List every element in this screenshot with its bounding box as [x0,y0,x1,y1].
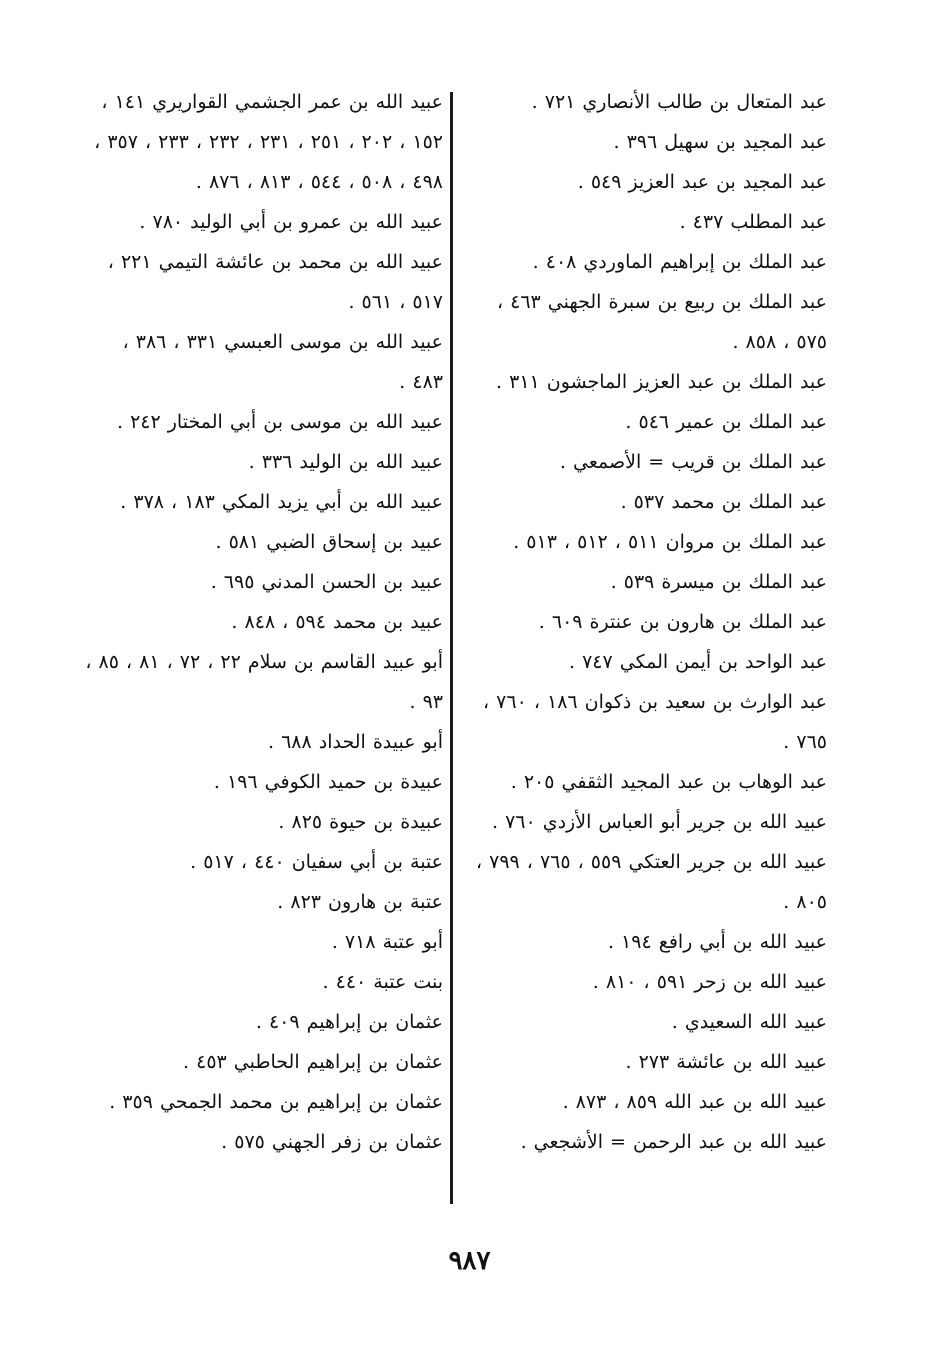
index-entry: عبد الملك بن عمير ٥٤٦ . [625,411,827,433]
index-entry: عبد الواحد بن أيمن المكي ٧٤٧ . [569,651,827,673]
index-entry: عبد الملك بن إبراهيم الماوردي ٤٠٨ . [532,251,827,273]
index-entry: عبد الملك بن قريب = الأصمعي . [559,451,827,473]
index-entry: عبد الملك بن ميسرة ٥٣٩ . [610,571,827,593]
index-entry: عبد المجيد بن سهيل ٣٩٦ . [613,131,827,153]
index-entry: عبيد الله بن جرير أبو العباس الأزدي ٧٦٠ . [491,811,827,833]
index-entry: عبيد الله بن زحر ٥٩١ ، ٨١٠ . [592,971,827,993]
index-entry: عبيد الله بن الوليد ٣٣٦ . [248,451,443,473]
index-entry: عثمان بن زفر الجهني ٥٧٥ . [221,1131,443,1153]
right-column [467,82,827,1162]
index-entry: عبيد الله بن محمد بن عائشة التيمي ٢٢١ ، ٥١٧ ، ٥٦١ . [107,251,443,313]
index-entry: عثمان بن إبراهيم بن محمد الجمحي ٣٥٩ . [109,1091,443,1113]
index-entry: عبيد الله بن موسى بن أبي المختار ٢٤٢ . [117,411,443,433]
index-entry: عثمان بن إبراهيم الحاطبي ٤٥٣ . [183,1051,443,1073]
index-entry: عتبة بن هارون ٨٢٣ . [277,891,443,913]
index-entry: عبيد الله بن موسى العبسي ٣٣١ ، ٣٨٦ ، ٤٨٣ . [122,331,443,393]
index-entry: عبد الملك بن محمد ٥٣٧ . [620,491,827,513]
index-entry: بنت عتبة ٤٤٠ . [322,971,443,993]
index-entry: عبد الوهاب بن عبد المجيد الثقفي ٢٠٥ . [510,771,827,793]
index-entry: عبيد الله بن عمرو بن أبي الوليد ٧٨٠ . [139,211,443,233]
index-entry: عبيد بن محمد ٥٩٤ ، ٨٤٨ . [231,611,443,633]
index-entry: عبد المطلب ٤٣٧ . [679,211,827,233]
page-number: ٩٨٧ [448,1246,491,1276]
index-entry: أبو عبيدة الحداد ٦٨٨ . [268,731,443,753]
index-entry: عثمان بن إبراهيم ٤٠٩ . [255,1011,443,1033]
index-entry: عبيد الله بن جرير العتكي ٥٥٩ ، ٧٦٥ ، ٧٩٩ ، ٨٠٥ . [475,851,827,913]
index-entry: عبيدة بن حيوة ٨٢٥ . [278,811,443,833]
index-entry: عبد الوارث بن سعيد بن ذكوان ١٨٦ ، ٧٦٠ ، ٧٦٥ . [483,691,827,753]
index-entry: عبد الملك بن هارون بن عنترة ٦٠٩ . [538,611,827,633]
index-entry: عتبة بن أبي سفيان ٤٤٠ ، ٥١٧ . [190,851,443,873]
index-entry: عبيد بن الحسن المدني ٦٩٥ . [210,571,443,593]
left-column [85,82,443,1162]
index-entry: عبيد الله بن عبد الله ٨٥٩ ، ٨٧٣ . [562,1091,827,1113]
index-entry: عبيدة بن حميد الكوفي ١٩٦ . [213,771,443,793]
index-entry: عبيد الله بن عائشة ٢٧٣ . [625,1051,827,1073]
index-entry: عبد المتعال بن طالب الأنصاري ٧٢١ . [531,91,827,113]
index-entry: عبد الملك بن ربيع بن سبرة الجهني ٤٦٣ ، ٥٧٥ ، ٨٥٨ . [496,291,827,353]
column-divider [450,92,453,1204]
index-entry: عبيد بن إسحاق الضبي ٥٨١ . [215,531,443,553]
index-entry: عبد المجيد بن عبد العزيز ٥٤٩ . [577,171,827,193]
index-entry: عبيد الله بن أبي رافع ١٩٤ . [607,931,827,953]
index-entry: أبو عتبة ٧١٨ . [331,931,443,953]
index-entry: عبيد الله بن عمر الجشمي القواريري ١٤١ ، ١٥٢ ، ٢٠٢ ، ٢٥١ ، ٢٣١ ، ٢٣٢ ، ٢٣٣ ، ٣٥٧ ، ٤٩٨ ، ٥٠٨ ، ٥٤٤ ، ٨١٣ ، ٨٧٦ . [94,91,443,193]
index-entry: عبد الملك بن عبد العزيز الماجشون ٣١١ . [496,371,827,393]
index-entry: عبيد الله السعيدي . [671,1011,827,1033]
index-entry: عبيد الله بن عبد الرحمن = الأشجعي . [520,1131,827,1153]
index-entry: أبو عبيد القاسم بن سلام ٢٢ ، ٧٢ ، ٨١ ، ٨٥ ، ٩٣ . [85,651,443,713]
index-entry: عبيد الله بن أبي يزيد المكي ١٨٣ ، ٣٧٨ . [120,491,443,513]
index-entry: عبد الملك بن مروان ٥١١ ، ٥١٢ ، ٥١٣ . [513,531,827,553]
